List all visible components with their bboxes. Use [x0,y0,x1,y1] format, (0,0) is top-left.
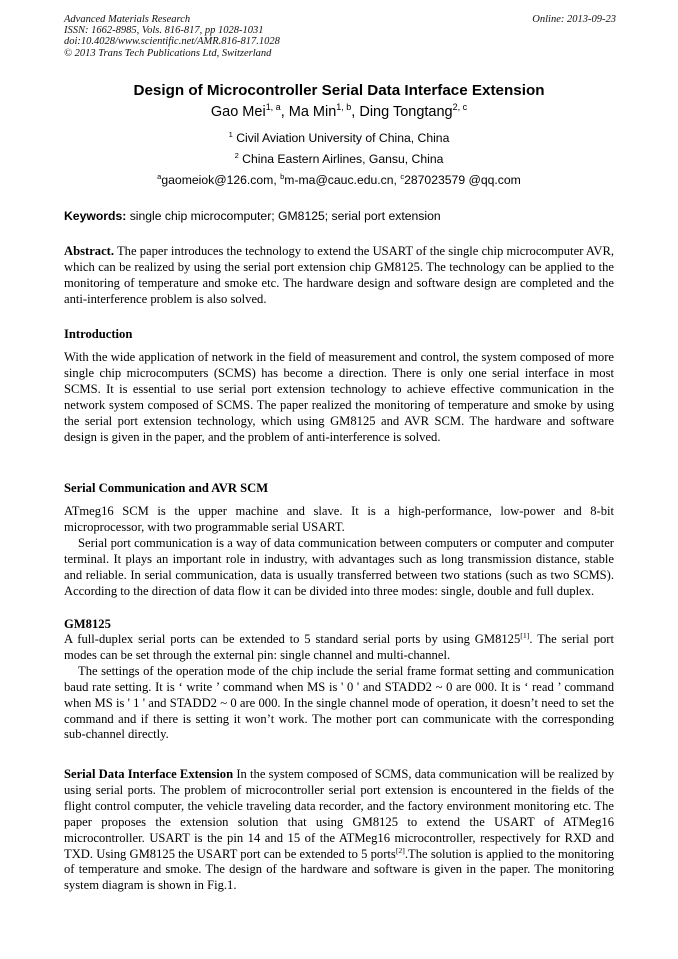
email-superscript: c [400,171,405,181]
affiliation-text: Civil Aviation University of China, China [232,131,450,145]
paper-title: Design of Microcontroller Serial Data Interface Extension [133,82,545,99]
serial-comm-section [64,504,614,599]
citation-ref: [2] [395,845,405,855]
journal-header [64,14,616,59]
affiliation-1 [0,131,678,145]
sdi-text-a: In the system composed of SCMS, data communication will be realized by using serial ports. The problem of microcontroller serial port extension is encountered in the fields of the flight control computer, the vehicle traveling data recorder, and the factory environment monitoring etc. The paper proposes the extension solution that using GM8125 to extend the USART of ATMeg16 microcontroller. USART is the pin 14 and 15 of the ATMeg16 microcontroller, respectively for RXD and TXD. Using GM8125 the USART port can be extended to 5 ports [64,767,614,861]
author-list [0,104,678,120]
introduction-paragraph [64,350,614,445]
gm8125-section [64,632,614,743]
doi-line: doi:10.4028/www.scientific.net/AMR.816-817.1028 [64,36,280,48]
online-date: Online: 2013-09-23 [532,14,616,25]
author-superscript: 1, b [336,102,352,113]
issn-line: ISSN: 1662-8985, Vols. 816-817, pp 1028-1031 [64,25,264,37]
email-list [0,173,678,187]
email-text: 287023579 @qq.com [404,173,521,187]
sdi-text-b: .The solution is applied to the monitoring of temperature and smoke. The design of the hardware and software is given in the paper. The monitoring system diagram is shown in Fig.1. [64,846,615,893]
serial-comm-heading: Serial Communication and AVR SCM [64,481,269,495]
author-name: Ma Min [288,104,337,120]
serial-comm-paragraph-2: Serial port communication is a way of data communication between computers or computer and computer terminal. It plays an important role in industry, with advantages such as long transmission distance, stable and reliable. In serial communication, data is usually transferred between two stations (such as two SCMS). According to the direction of data flow it can be divided into three modes: single, double and full duplex. [64,535,614,598]
abstract-section [64,244,614,308]
introduction-text: With the wide application of network in the field of measurement and control, the system composed of more single chip microcomputers (SCMS) has become a direction. There is only one serial interface in most SCMS. It is essential to use serial port extension technology to achieve effective communication in the network system composed of SCMS. The paper realized the monitoring of temperature and smoke by using the serial port extension technology, which using GM8125 and AVR SCM. The hardware and software design is given in the paper, and the problem of anti-interference is solved. [64,350,614,444]
email-text: m-ma@cauc.edu.cn, [284,173,401,187]
author-superscript: 2, c [452,102,468,113]
gm8125-paragraph-2: The settings of the operation mode of the chip include the serial frame format setting and communication baud rate setting. It is ‘ write ’ command when MS is ' 0 ' and STADD2 ~ 0 are 000. It is ‘ read ’ command when MS is ' 1 ' and STADD2 ~ 0 are 000. In the single channel mode of operation, it doesn’t need to set the command and if there is setting it won’t work. The mother port can communicate with the corresponding sub-channel directly. [64,663,614,742]
introduction-heading: Introduction [64,327,133,341]
gm8125-paragraph-1 [64,632,614,664]
abstract-label: Abstract. [64,244,115,258]
keywords-text: single chip microcomputer; GM8125; serial port extension [126,209,441,223]
gm8125-heading: GM8125 [64,617,111,631]
serial-data-interface-section [64,767,614,894]
sdi-heading: Serial Data Interface Extension [64,767,234,781]
email-text: gaomeiok@126.com, [161,173,281,187]
copyright-line: © 2013 Trans Tech Publications Ltd, Switzerland [64,47,272,59]
gm8125-text-a: A full-duplex serial ports can be extended to 5 standard serial ports by using GM8125 [64,632,521,646]
affiliation-superscript: 2 [234,150,239,160]
author-superscript: 1, a [265,102,281,113]
email-superscript: b [280,171,285,181]
journal-name: Advanced Materials Research [64,14,191,25]
affiliation-text: China Eastern Airlines, Gansu, China [238,152,444,166]
affiliation-2 [0,152,678,166]
gm8125-text-b: . The serial port modes can be set through the external pin: single channel and multi-channel. [64,632,614,662]
author-name: Ding Tongtang [359,104,453,120]
author-separator: , [351,104,360,120]
keywords-label: Keywords: [64,209,127,223]
serial-comm-paragraph-1: ATmeg16 SCM is the upper machine and slave. It is a high-performance, low-power and 8-bit microprocessor, with two programmable serial USART. [64,504,614,534]
author-separator: , [280,104,289,120]
author-name: Gao Mei [210,104,266,120]
abstract-text: The paper introduces the technology to extend the USART of the single chip microcomputer AVR, which can be realized by using the serial port extension chip GM8125. The technology can be applied to the monitoring of temperature and smoke etc. The hardware design and software design are completed and the anti-interference problem is also solved. [64,244,614,306]
affiliation-superscript: 1 [228,129,233,139]
keywords-line [64,209,441,223]
email-superscript: a [157,171,162,181]
citation-ref: [1] [520,630,530,640]
